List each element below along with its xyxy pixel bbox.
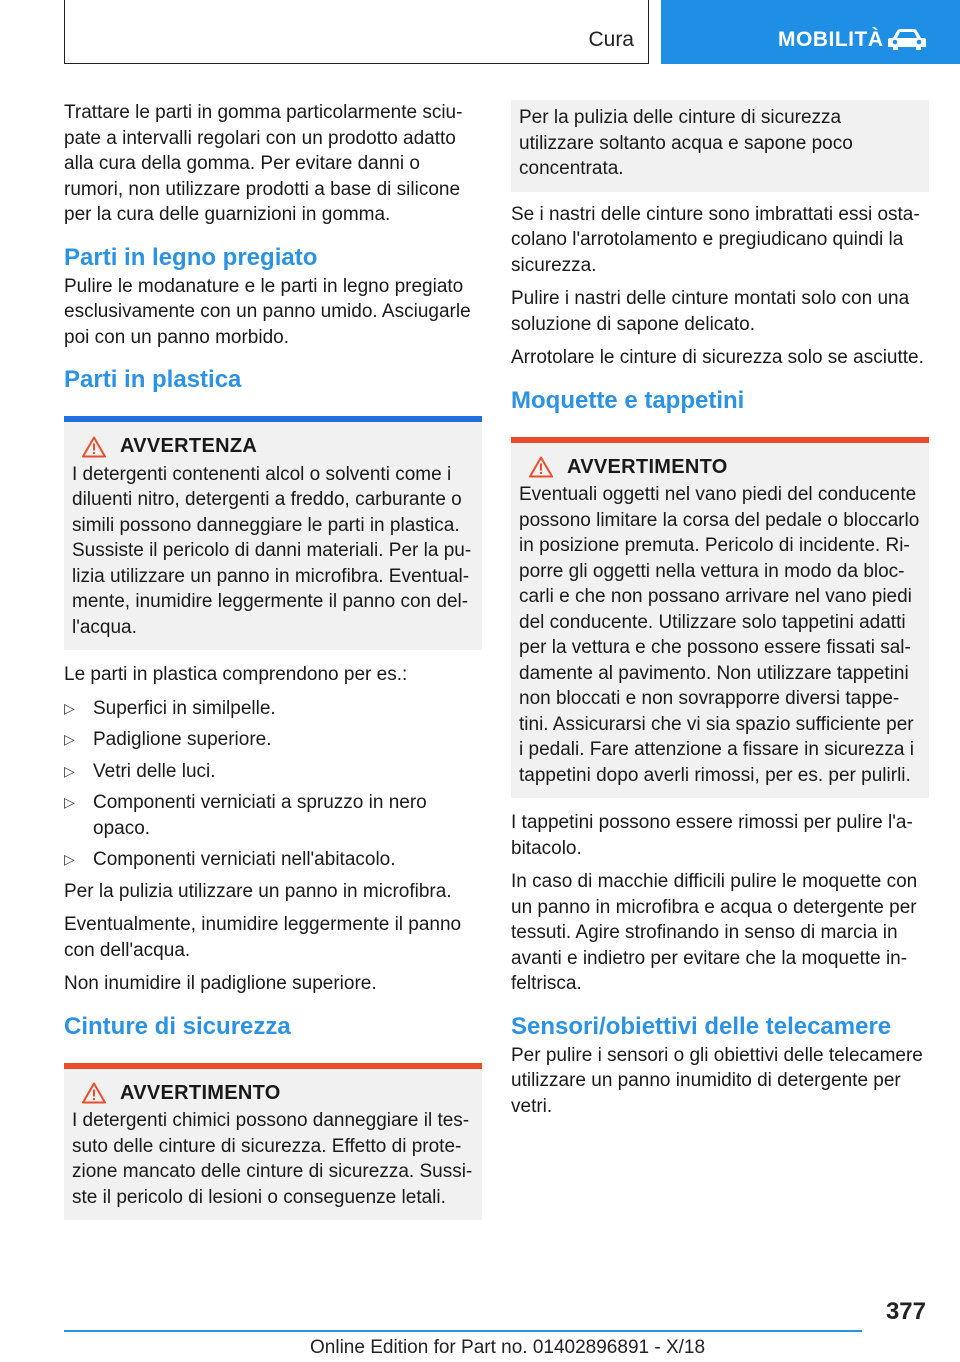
warning-title: AVVERTENZA (120, 435, 258, 457)
dirty-belts-paragraph: Se i nastri delle cinture sono imbrattati essi osta-colano l'arrotolamento e pregiudicano quindi la sicurezza. (511, 203, 920, 276)
microfiber-paragraph: Per la pulizia utilizzare un panno in microfibra. (64, 880, 452, 902)
header-chapter-title: MOBILITÀ (778, 28, 884, 51)
heading-sensors: Sensori/obiettivi delle telecamere (511, 1012, 892, 1040)
heading-belts: Cinture di sicurezza (64, 1012, 291, 1040)
header-section-title: Cura (588, 28, 634, 51)
warning-text: I detergenti contenenti alcol o solventi come i diluenti nitro, detergenti a freddo, carburante o simili possono danneggiare le parti in plastica. Sussiste il pericolo di danni materiali. Per la pu-lizia utilizzare un panno in microfibra. Eventual-mente, inumidire leggermente il panno con del-l'acqua. (72, 463, 472, 638)
header-chapter-tab[interactable] (661, 0, 960, 64)
list-item: ▷ Vetri delle luci. (64, 759, 482, 785)
list-item: ▷ Componenti verniciati a spruzzo in nero opaco. (64, 792, 427, 839)
header-section-box (64, 0, 649, 64)
no-wet-paragraph: Non inumidire il padiglione superiore. (64, 973, 377, 994)
sensors-paragraph: Per pulire i sensori o gli obiettivi delle telecamere utilizzare un panno inumidito di detergente per vetri. (511, 1044, 923, 1117)
right-column (511, 100, 929, 1127)
wood-paragraph: Pulire le modanature e le parti in legno pregiato esclusivamente con un panno umido. Asciugarle poi con un panno morbido. (64, 275, 471, 348)
triangle-bullet-icon: ▷ (64, 794, 75, 810)
footer-edition: Online Edition for Part no. 01402896891 - X/18 (310, 1337, 706, 1358)
car-icon (887, 28, 927, 52)
list-item: ▷ Padiglione superiore. (64, 727, 482, 753)
triangle-bullet-icon: ▷ (64, 762, 75, 779)
warning-box-belts (64, 1063, 482, 1221)
rubber-paragraph: Trattare le parti in gomma particolarmente sciu-pate a intervalli regolari con un prodotto adatto alla cura della gomma. Per evitare danni o rumori, non utilizzare prodotti a base di silicone per la cura delle guarnizioni in gomma. (64, 102, 463, 225)
warning-text: Eventuali oggetti nel vano piedi del conducente possono limitare la corsa del pedale o bloccarlo in posizione premuta. Pericolo di incidente. Ri-porre gli oggetti nella vettura in modo da bloc-carli e che non possano arrivare nel vano piedi del conducente. Utilizzare solo tappetini adatti per la vettura e che possono essere fissati sal-damente al pavimento. Non utilizzare tappetini non bloccati e non sovrapporre diversi tappe-tini. Assicurarsi che vi sia spazio sufficiente per i pedali. Fare attenzione a fissare in sicurezza i tappetini dopo averli rimossi, per es. per pulirli. (519, 484, 920, 786)
list-item: ▷ Superfici in similpelle. (64, 696, 482, 722)
plastic-intro: Le parti in plastica comprendono per es.: (64, 664, 408, 685)
heading-wood: Parti in legno pregiato (64, 243, 318, 271)
plastic-parts-list (64, 696, 482, 873)
page-number: 377 (885, 1298, 926, 1325)
warning-text: I detergenti chimici possono danneggiare il tes-suto delle cinture di sicurezza. Effetto di prote-zione mancato delle cinture di sicurezza. Sussi-ste il pericolo di lesioni o conseguenze letali. (72, 1110, 473, 1208)
hint-box-belts: Per la pulizia delle cinture di sicurezza utilizzare soltanto acqua e sapone poco concentrata. (511, 100, 929, 192)
warning-box-carpet (511, 437, 929, 799)
warning-box-plastic (64, 416, 482, 650)
warning-triangle-icon (82, 1082, 106, 1104)
clean-belts-paragraph: Pulire i nastri delle cinture montati solo con una soluzione di sapone delicato. (511, 288, 910, 335)
stains-paragraph: In caso di macchie difficili pulire le moquette con un panno in microfibra e acqua o detergente per tessuti. Agire strofinando in senso di marcia in avanti e indietro per evitare che la moquette in-feltrisca. (511, 871, 918, 994)
heading-carpet: Moquette e tappetini (511, 386, 745, 414)
left-column (64, 100, 482, 1232)
triangle-bullet-icon: ▷ (64, 731, 75, 747)
warning-triangle-icon (529, 456, 553, 478)
heading-plastic: Parti in plastica (64, 366, 242, 393)
footer-divider (64, 1330, 862, 1332)
roll-belts-paragraph: Arrotolare le cinture di sicurezza solo se asciutte. (511, 347, 924, 368)
mats-paragraph: I tappetini possono essere rimossi per pulire l'a-bitacolo. (511, 812, 913, 859)
warning-triangle-icon (82, 436, 106, 458)
triangle-bullet-icon: ▷ (64, 851, 75, 867)
warning-title: AVVERTIMENTO (567, 455, 728, 478)
warning-title: AVVERTIMENTO (120, 1081, 281, 1104)
wet-paragraph: Eventualmente, inumidire leggermente il panno con dell'acqua. (64, 914, 462, 961)
triangle-bullet-icon: ▷ (64, 699, 75, 716)
list-item: ▷ Componenti verniciati nell'abitacolo. (64, 847, 482, 873)
